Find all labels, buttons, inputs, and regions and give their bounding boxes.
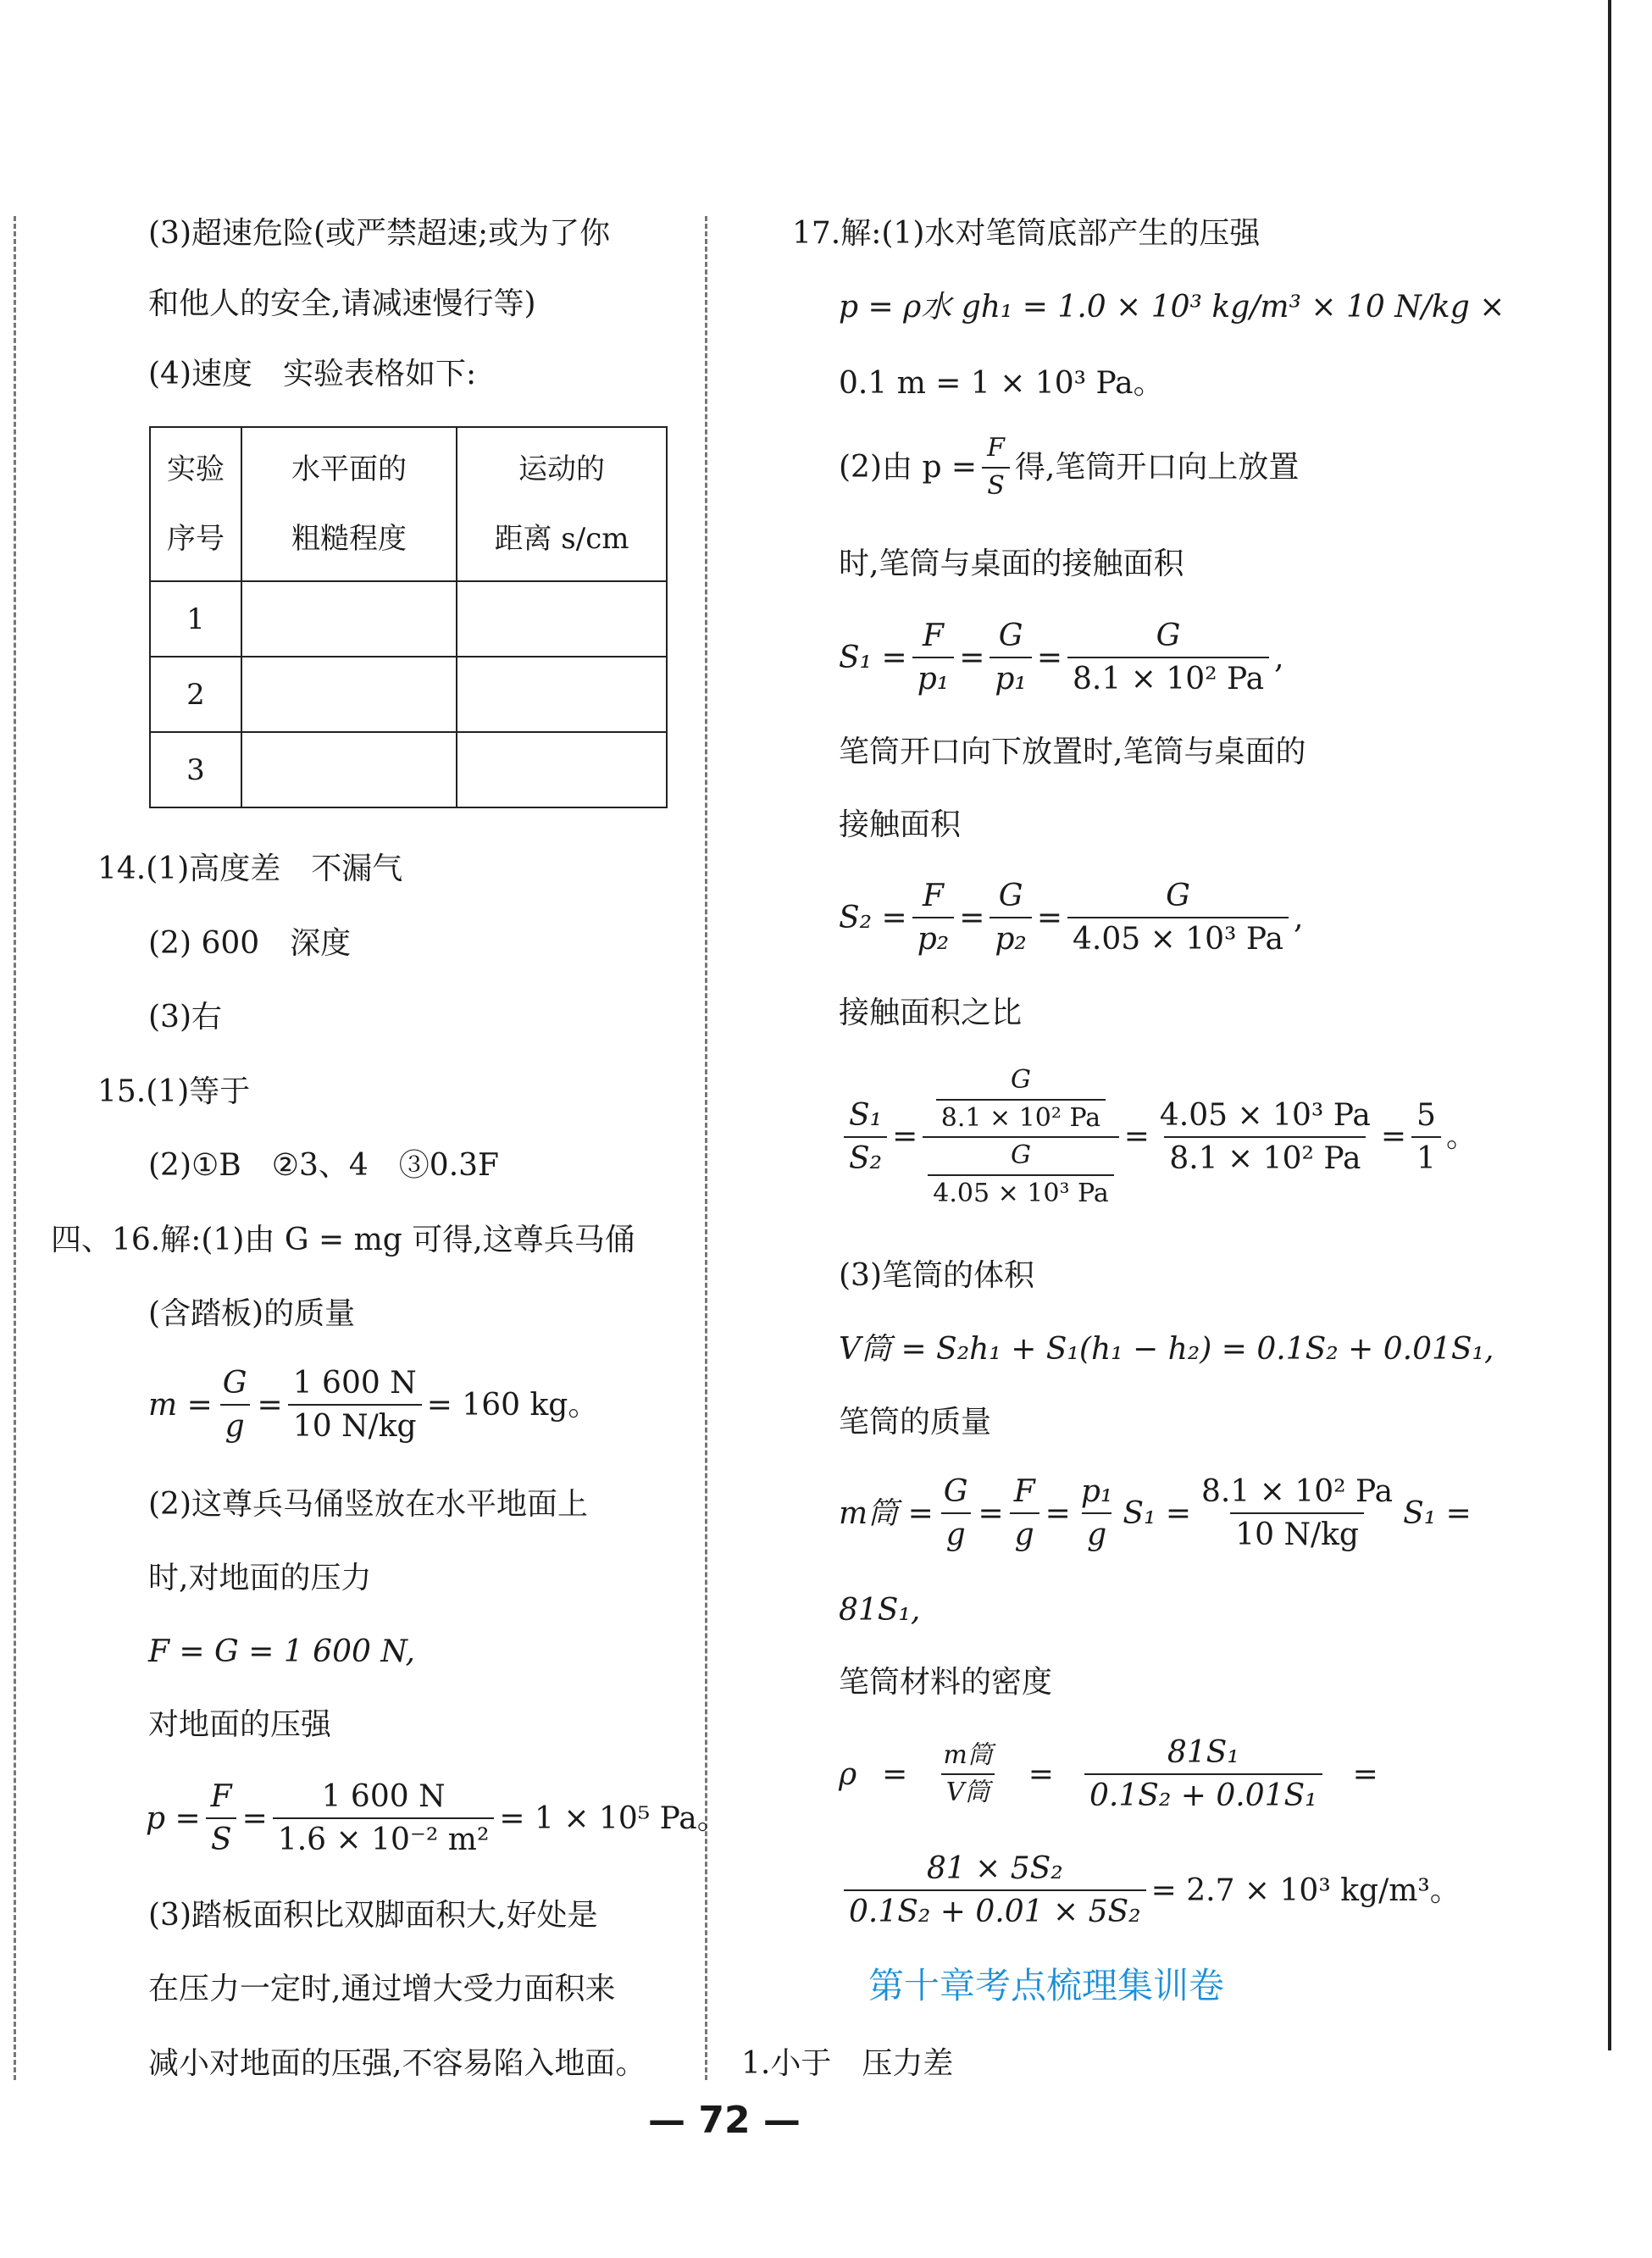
q17-mass-label: 笔筒的质量 xyxy=(839,1405,992,1440)
table-row: 2 xyxy=(150,657,667,732)
table-row: 1 xyxy=(150,581,667,657)
q13-3-line1: (3)超速危险(或严禁超速;或为了你 xyxy=(148,216,611,251)
q17-density-label: 笔筒材料的密度 xyxy=(839,1665,1053,1700)
q15-1: 15.(1)等于 xyxy=(97,1074,251,1109)
table-header-roughness: 水平面的 粗糙程度 xyxy=(241,427,457,581)
left-margin-line xyxy=(14,216,16,2080)
q16-line1: 四、16.解:(1)由 G = mg 可得,这尊兵马俑 xyxy=(51,1223,635,1257)
q16-3-line1: (3)踏板面积比双脚面积大,好处是 xyxy=(148,1898,598,1933)
q17-density-equation: ρ = $\frac{\text{m筒}}{\text{V筒}}$ = $\frac{\text{81S₁}}{\text{0.1S₂ + 0.01S₁}}$ = xyxy=(839,1735,1378,1814)
q14-1: 14.(1)高度差 不漏气 xyxy=(97,852,403,886)
q17-volume: V筒 = S₂h₁ + S₁(h₁ − h₂) = 0.1S₂ + 0.01S₁, xyxy=(839,1332,1494,1367)
q17-p-line1: p = ρ水 gh₁ = 1.0 × 10³ kg/m³ × 10 N/kg × xyxy=(839,290,1505,325)
q13-4: (4)速度 实验表格如下: xyxy=(148,357,477,391)
q16-line2: (含踏板)的质量 xyxy=(148,1296,356,1331)
ch10-q1: 1.小于 压力差 xyxy=(741,2046,954,2081)
q17-S1-equation: S₁ = $\frac{F}{\text{p₁}}$ = $\frac{G}{\text{p₁}}$ = $\frac{G}{\text{8.1 × 10² Pa}}$ , xyxy=(839,619,1284,697)
table-header-distance: 运动的 距离 s/cm xyxy=(457,427,667,581)
q17-S2-equation: S₂ = $\frac{F}{\text{p₂}}$ = $\frac{G}{\text{p₂}}$ = $\frac{G}{\text{4.05 × 10³ Pa}}$ , xyxy=(839,879,1304,957)
q17-down-line2: 接触面积 xyxy=(839,807,962,842)
q17-line1: 17.解:(1)水对笔筒底部产生的压强 xyxy=(792,216,1261,251)
q14-3: (3)右 xyxy=(148,1000,222,1035)
q16-2-line2: 时,对地面的压力 xyxy=(148,1561,372,1595)
q16-pressure-equation: p = $\frac{F}{S}$ = $\frac{1 600 N}{\text{1.6 × 10⁻² m²}}$ = 1 × 10⁵ Pa。 xyxy=(146,1779,728,1858)
q17-density-equation-cont: $\frac{\text{81 × 5S₂}}{\text{0.1S₂ + 0.01 × 5S₂}}$ = 2.7 × 10³ kg/m³。 xyxy=(839,1851,1461,1930)
q17-mass-equation: m筒 = $\frac{G}{g}$ = $\frac{F}{g}$ = $\frac{\text{p₁}}{g}$ S₁ = $\frac{\text{8.1 × 10² Pa}}{10 N/kg}$ S₁ = xyxy=(839,1474,1472,1553)
experiment-table xyxy=(149,426,668,808)
table-row: 3 xyxy=(150,732,667,807)
q13-3-line2: 和他人的安全,请减速慢行等) xyxy=(148,286,536,321)
q17-2-line1: (2)由 p = $\frac{F}{S}$ 得,笔筒开口向上放置 xyxy=(839,433,1300,501)
q16-pressure-label: 对地面的压强 xyxy=(148,1707,332,1742)
q17-3-label: (3)笔筒的体积 xyxy=(839,1258,1034,1293)
q17-p-line2: 0.1 m = 1 × 10³ Pa。 xyxy=(839,366,1164,401)
q17-down-line1: 笔筒开口向下放置时,笔筒与桌面的 xyxy=(839,735,1306,769)
q17-ratio-label: 接触面积之比 xyxy=(839,996,1023,1030)
q17-ratio-equation: $\frac{\text{S₁}}{\text{S₂}}$ = $\frac{\frac{G}{\text{8.1 × 10² Pa}}}{\frac{G}{\text{4.05 × 10³ Pa}}}$ = $\frac{\text{4.05 × 10³ Pa}}{\text{8.1 × 10² Pa}}$ = $\frac{5}{1}$ 。 xyxy=(839,1066,1477,1208)
q16-mass-equation: m = $\frac{G}{g}$ = $\frac{1 600 N}{10 N/kg}$ = 160 kg。 xyxy=(148,1366,599,1445)
q16-2-line1: (2)这尊兵马俑竖放在水平地面上 xyxy=(148,1487,588,1522)
chapter-title: 第十章考点梳理集训卷 xyxy=(868,1965,1225,2006)
page-number: — 72 — xyxy=(648,2099,801,2142)
q17-mass-result: 81S₁, xyxy=(839,1593,921,1628)
q16-force: F = G = 1 600 N, xyxy=(148,1634,415,1669)
table-header-index: 实验 序号 xyxy=(150,427,241,581)
q14-2: (2) 600 深度 xyxy=(148,926,352,961)
binding-edge-line xyxy=(1608,0,1611,2050)
q16-3-line2: 在压力一定时,通过增大受力面积来 xyxy=(148,1972,616,2006)
q15-2: (2)①B ②3、4 ③0.3F xyxy=(148,1148,500,1183)
q16-3-line3: 减小对地面的压强,不容易陷入地面。 xyxy=(148,2046,646,2081)
q17-2-line2: 时,笔筒与桌面的接触面积 xyxy=(839,546,1184,581)
